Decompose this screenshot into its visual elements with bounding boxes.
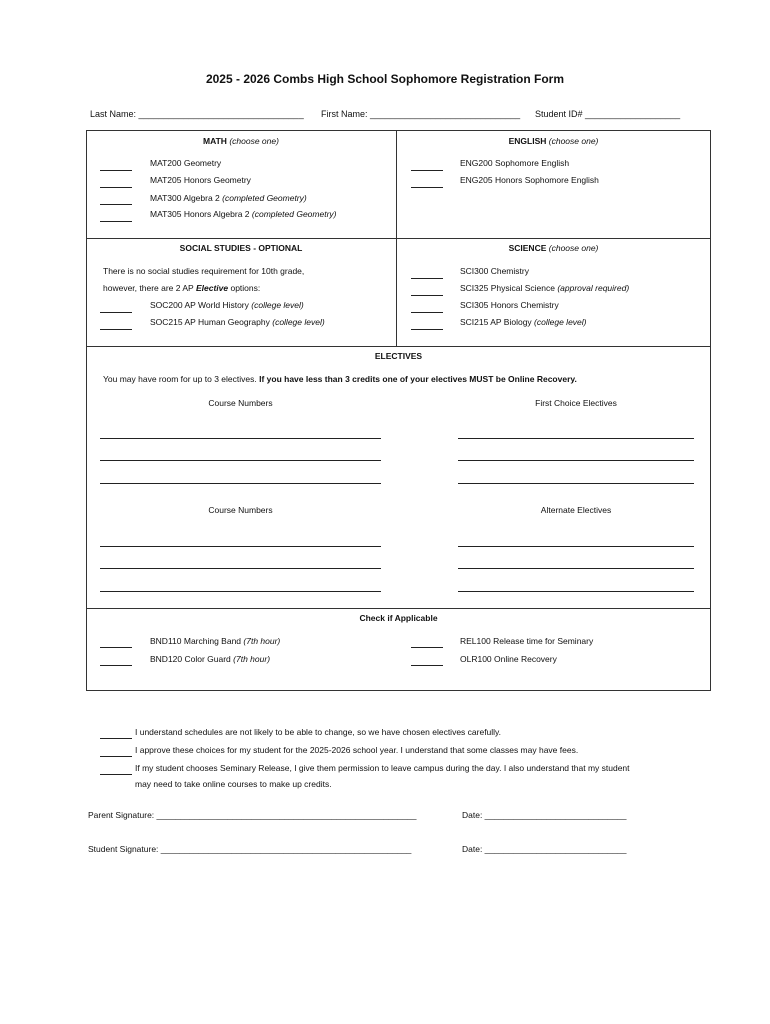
checkbox-blank[interactable] — [411, 295, 443, 296]
course-option: MAT300 Algebra 2 (completed Geometry) — [150, 193, 307, 203]
applicable-option: REL100 Release time for Seminary — [460, 636, 594, 646]
first-choice-line[interactable] — [458, 483, 694, 484]
student-signature-field[interactable]: Student Signature: _____________________________________________________ — [88, 844, 412, 854]
checkbox-blank[interactable] — [411, 329, 443, 330]
checkbox-blank[interactable] — [100, 187, 132, 188]
course-number-line[interactable] — [100, 546, 381, 547]
course-option: ENG205 Honors Sophomore English — [460, 175, 599, 185]
course-option: SOC215 AP Human Geography (college level) — [150, 317, 325, 327]
applicable-option: BND120 Color Guard (7th hour) — [150, 654, 271, 664]
parent-date-field[interactable]: Date: ______________________________ — [462, 810, 627, 820]
checkbox-blank[interactable] — [411, 647, 443, 648]
first-choice-label: First Choice Electives — [535, 398, 617, 408]
course-number-line[interactable] — [100, 591, 381, 592]
checkbox-blank[interactable] — [100, 204, 132, 205]
checkbox-blank[interactable] — [411, 312, 443, 313]
checkbox-blank[interactable] — [411, 665, 443, 666]
alternate-line[interactable] — [458, 568, 694, 569]
alternate-line[interactable] — [458, 546, 694, 547]
applicable-option: BND110 Marching Band (7th hour) — [150, 636, 281, 646]
english-header: ENGLISH (choose one) — [508, 136, 599, 146]
divider — [86, 346, 711, 347]
last-name-field[interactable]: Last Name: _________________________________ — [90, 109, 304, 119]
checkbox-blank[interactable] — [411, 278, 443, 279]
alternate-line[interactable] — [458, 591, 694, 592]
initial-blank[interactable] — [100, 738, 132, 739]
social-studies-intro-2: however, there are 2 AP Elective options: — [103, 283, 261, 293]
course-option: ENG200 Sophomore English — [460, 158, 570, 168]
checkbox-blank[interactable] — [100, 329, 132, 330]
course-option: MAT200 Geometry — [150, 158, 222, 168]
acknowledgement-continuation: may need to take online courses to make up credits. — [135, 779, 332, 789]
checkbox-blank[interactable] — [411, 170, 443, 171]
social-studies-intro: There is no social studies requirement for 10th grade, — [103, 266, 305, 276]
first-choice-line[interactable] — [458, 438, 694, 439]
checkbox-blank[interactable] — [100, 221, 132, 222]
checkbox-blank[interactable] — [100, 647, 132, 648]
checkbox-blank[interactable] — [100, 665, 132, 666]
course-number-line[interactable] — [100, 438, 381, 439]
course-number-line[interactable] — [100, 460, 381, 461]
checkbox-blank[interactable] — [100, 312, 132, 313]
initial-blank[interactable] — [100, 774, 132, 775]
course-option: SCI325 Physical Science (approval required) — [460, 283, 630, 293]
parent-signature-field[interactable]: Parent Signature: _______________________________________________________ — [88, 810, 417, 820]
science-header: SCIENCE (choose one) — [508, 243, 599, 253]
course-option: SCI305 Honors Chemistry — [460, 300, 559, 310]
course-number-line[interactable] — [100, 568, 381, 569]
social-studies-header: SOCIAL STUDIES - OPTIONAL — [179, 243, 303, 253]
applicable-header: Check if Applicable — [359, 613, 438, 623]
course-number-line[interactable] — [100, 483, 381, 484]
electives-header: ELECTIVES — [374, 351, 423, 361]
course-numbers-label: Course Numbers — [208, 398, 273, 408]
math-header: MATH (choose one) — [203, 136, 279, 146]
checkbox-blank[interactable] — [411, 187, 443, 188]
checkbox-blank[interactable] — [100, 170, 132, 171]
divider — [86, 608, 711, 609]
course-option: SOC200 AP World History (college level) — [150, 300, 304, 310]
applicable-option: OLR100 Online Recovery — [460, 654, 557, 664]
course-option: MAT305 Honors Algebra 2 (completed Geometry) — [150, 209, 337, 219]
divider — [396, 238, 397, 346]
course-option: SCI215 AP Biology (college level) — [460, 317, 587, 327]
course-option: MAT205 Honors Geometry — [150, 175, 251, 185]
course-option: SCI300 Chemistry — [460, 266, 529, 276]
divider — [86, 238, 711, 239]
student-date-field[interactable]: Date: ______________________________ — [462, 844, 627, 854]
initial-blank[interactable] — [100, 756, 132, 757]
course-numbers-label: Course Numbers — [208, 505, 273, 515]
first-choice-line[interactable] — [458, 460, 694, 461]
first-name-field[interactable]: First Name: ______________________________ — [321, 109, 521, 119]
acknowledgement: If my student chooses Seminary Release, I give them permission to leave campus during the day. I also understand that my student — [135, 763, 630, 773]
acknowledgement: I understand schedules are not likely to be able to change, so we have chosen electives carefully. — [135, 727, 502, 737]
electives-note: You may have room for up to 3 electives. If you have less than 3 credits one of your electives MUST be Online Recovery. — [103, 374, 577, 384]
student-id-field[interactable]: Student ID# ___________________ — [535, 109, 681, 119]
divider — [396, 130, 397, 238]
form-title: 2025 - 2026 Combs High School Sophomore Registration Form — [205, 72, 565, 86]
acknowledgement: I approve these choices for my student for the 2025-2026 school year. I understand that some classes may have fees. — [135, 745, 579, 755]
alternate-label: Alternate Electives — [540, 505, 612, 515]
